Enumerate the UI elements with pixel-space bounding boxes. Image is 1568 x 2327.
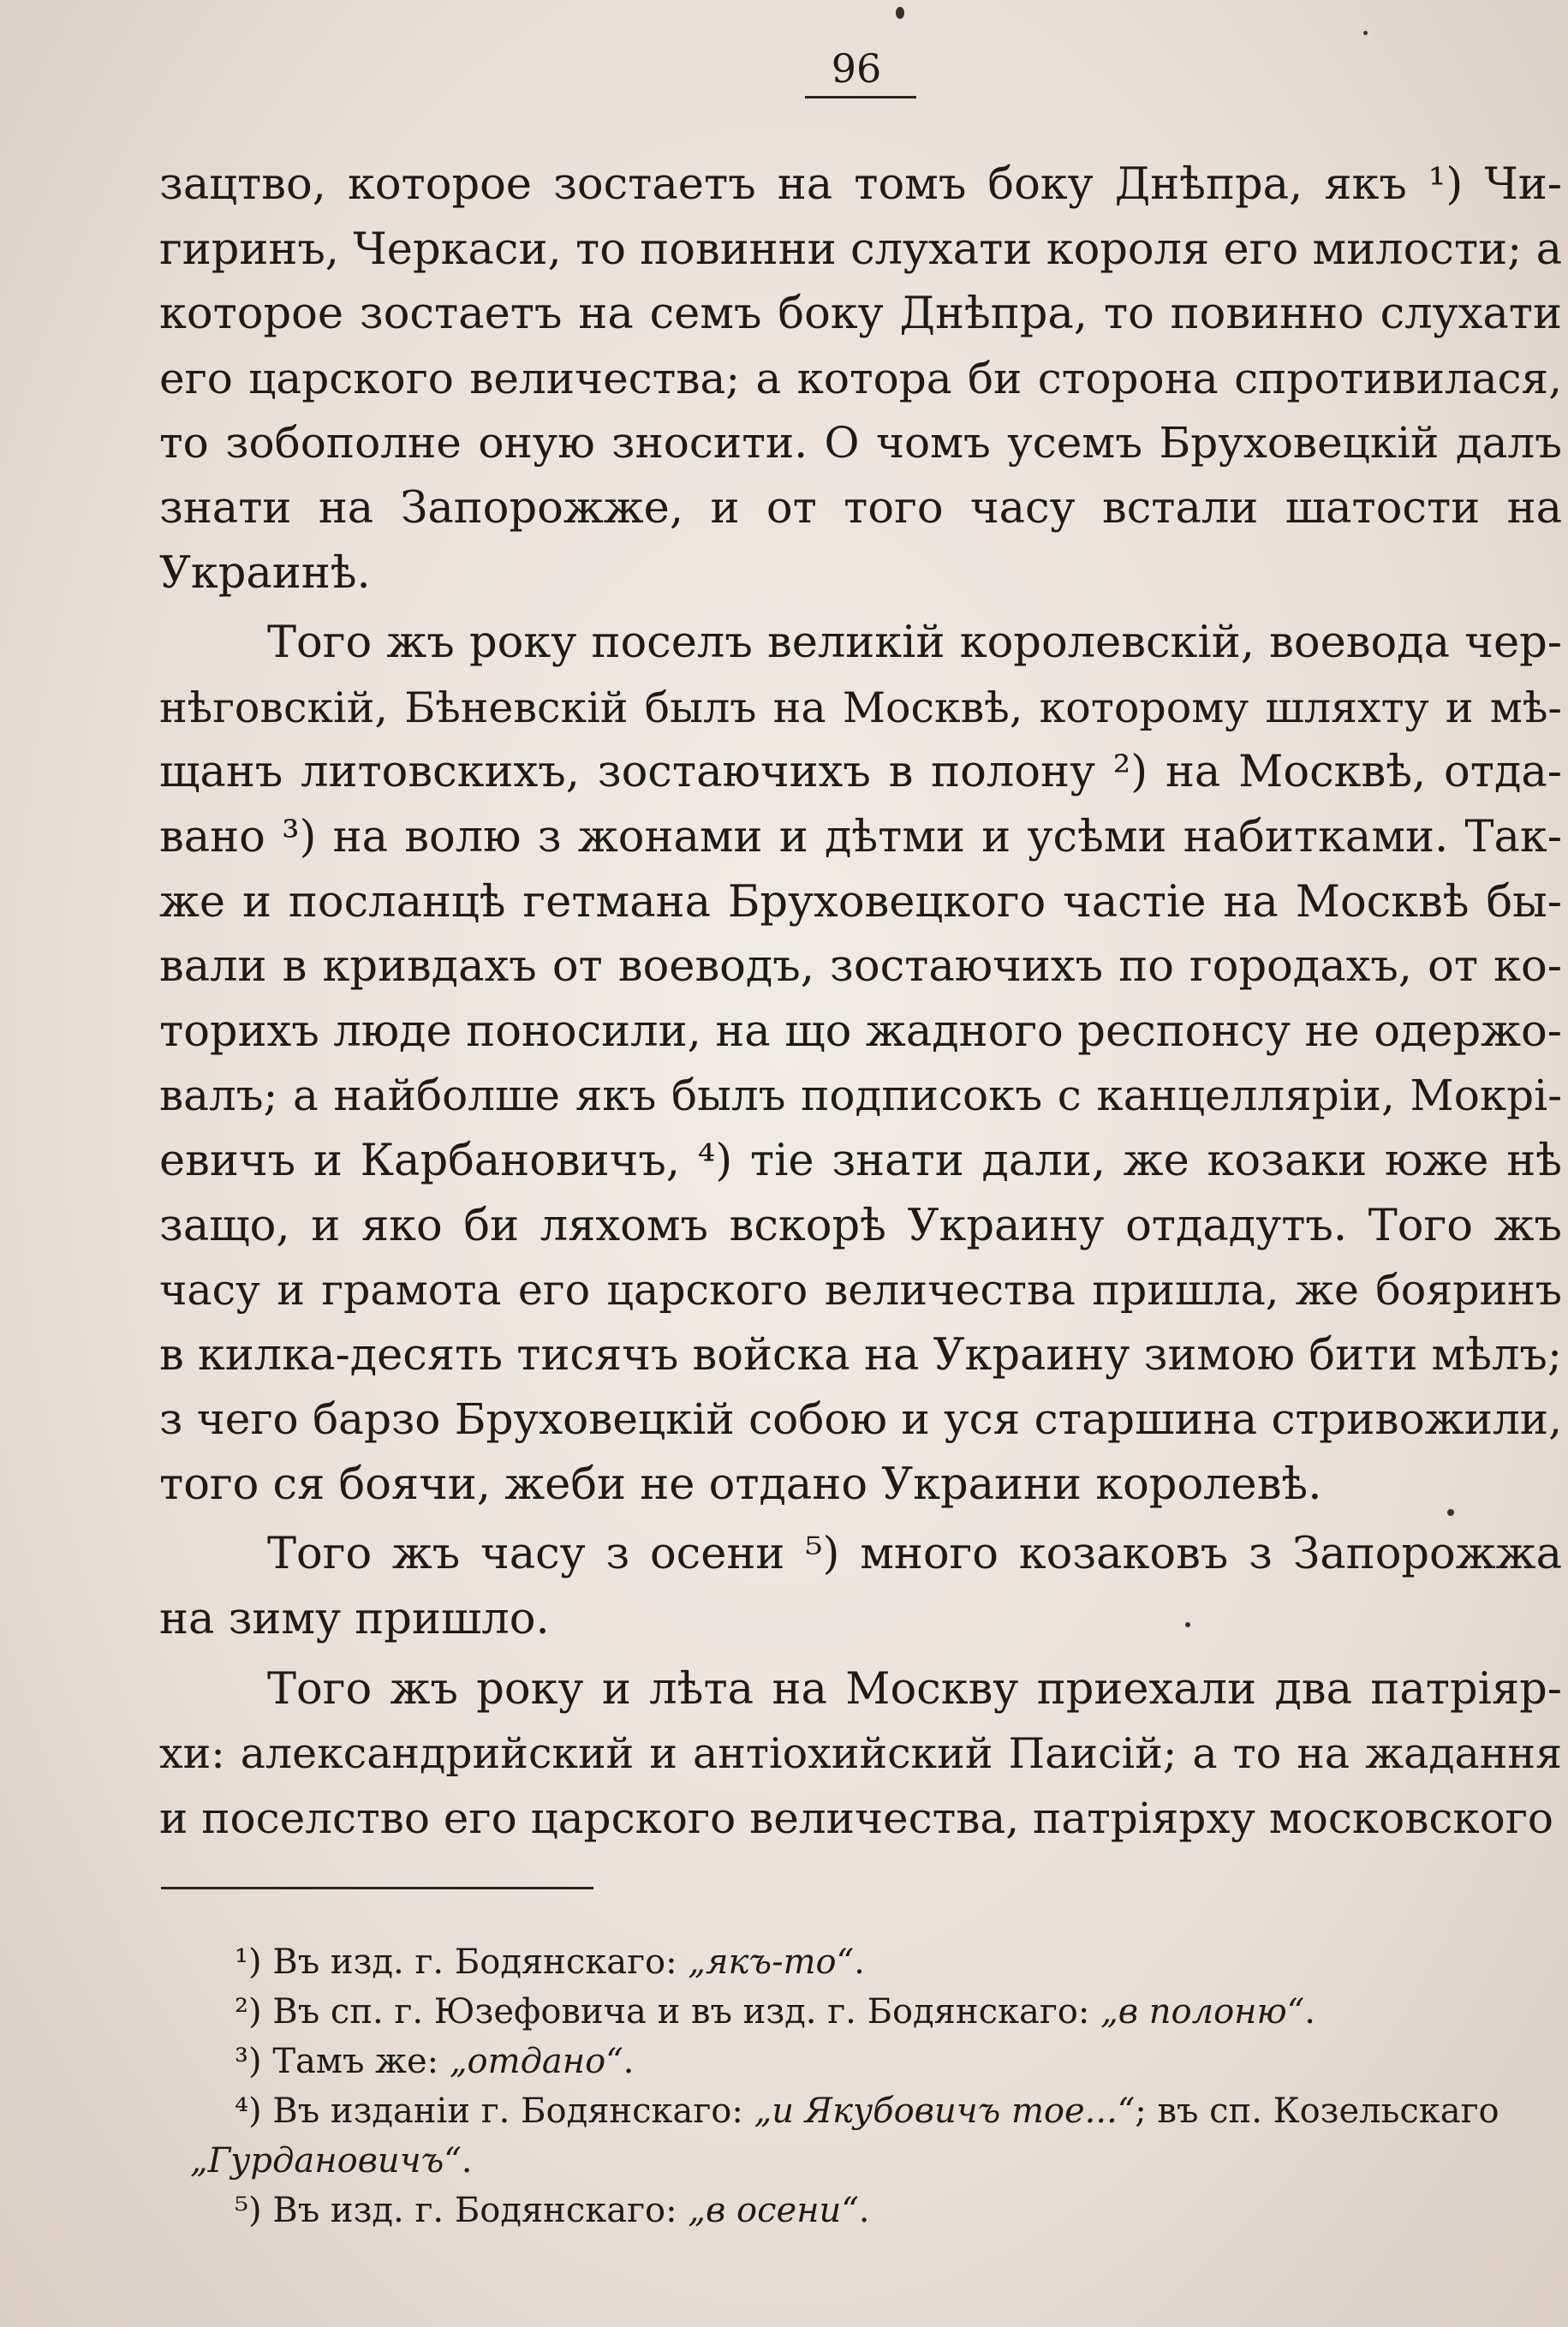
footnote-tail: . [623,2042,635,2081]
footnote-marker: ²) [235,1992,262,2032]
text-line: в килка-десять тисячъ войска на Украину зимою бити мѣлъ; [159,1329,1562,1381]
footnote-marker: ³) [235,2042,262,2081]
footnote-tail: . [461,2141,473,2181]
text-line: защо, и яко би ляхомъ вскорѣ Украину отдадутъ. Того жъ [159,1200,1562,1251]
text-line: щанъ литовскихъ, зостаючихъ в полону ²) на Москвѣ, отда- [159,747,1562,798]
text-line: валъ; а найболше якъ былъ подписокъ с канцелляріи, Мокрі- [159,1071,1562,1121]
footnote-text: Въ изданіи г. Бодянскаго: [272,2091,754,2131]
ink-spot [1363,31,1368,35]
footnote-marker: ⁴) [235,2091,262,2131]
text-line: евичъ и Карбановичъ, ⁴) тіе знати дали, же козаки юже нѣ [159,1135,1562,1186]
footnote-marker: ⁵) [235,2191,262,2230]
text-line: хи: александрийский и антіохийский Паисій; а то на жадання [159,1729,1562,1779]
footnote-rule [161,1887,593,1889]
footnote-tail: ; въ сп. Козельскаго [1135,2091,1499,2131]
text-line: и поселство его царского величества, патріярху московского [159,1793,1554,1843]
footnote-line [163,1937,1559,1987]
page-number: 96 [831,45,882,92]
text-line: нѣговскій, Бѣневскій былъ на Москвѣ, которому шляхту и мѣ- [159,683,1562,732]
footnote-line [163,2136,1559,2186]
footnote-text: Въ сп. г. Юзефовича и въ изд. г. Бодянскаго: [272,1992,1101,2032]
text-line: Того жъ року поселъ великій королевскій, воевода чер- [267,618,1562,669]
footnote-line [163,1987,1559,2037]
text-line: же и посланцѣ гетмана Бруховецкого частіе на Москвѣ бы- [159,876,1562,928]
text-line: Украинѣ. [159,547,371,599]
footnote-tail: . [858,2191,870,2230]
text-line: на зиму пришло. [159,1594,550,1645]
text-line: вали в кривдахъ от воеводъ, зостаючихъ по городахъ, от ко- [159,941,1562,993]
footnote-tail: . [854,1942,865,1982]
footnote-quote: „в полоню“ [1100,1992,1305,2032]
footnote-tail: . [1304,1992,1315,2032]
footnote-quote: „Гурдановичъ“ [190,2141,462,2181]
footnote-quote: „якъ-то“ [688,1942,855,1982]
footnotes [163,1937,1559,2235]
page-number-rule [805,96,916,98]
text-line: того ся боячи, жеби не отдано Украини королевѣ. [159,1459,1322,1510]
text-line: его царского величества; а котора би сторона спротивилася, [159,353,1562,403]
text-line: которое зостаетъ на семъ боку Днѣпра, то повинно слухати [159,289,1562,340]
footnote-quote: „отдано“ [449,2042,623,2081]
footnote-marker: ¹) [235,1942,262,1982]
text-line: зацтво, которое зостаетъ на томъ боку Днѣпра, якъ ¹) Чи- [159,159,1562,210]
text-line: Того жъ часу з осени ⁵) много козаковъ з Запорожжа [267,1529,1562,1580]
text-line: часу и грамота его царского величества пришла, же бояринъ [159,1266,1562,1316]
text-line: торихъ люде поносили, на що жадного респонсу не одержо- [159,1005,1562,1057]
footnote-quote: „в осени“ [688,2191,859,2230]
ink-spot [896,7,904,19]
footnote-text: Тамъ же: [272,2042,450,2081]
text-line: вано ³) на волю з жонами и дѣтми и усѣми набитками. Так- [159,811,1562,862]
footnote-quote: „и Якубовичъ тое...“ [754,2091,1136,2131]
text-line: то зобополне оную зносити. О чомъ усемъ Бруховецкій далъ [159,418,1562,468]
text-line: знати на Запорожже, и от того часу встали шатости на [159,482,1562,534]
body-text [159,152,1562,1851]
footnote-line [163,2086,1559,2136]
footnote-text: Въ изд. г. Бодянскаго: [272,1942,689,1982]
text-line: з чего барзо Бруховецкій собою и уся старшина стривожили, [159,1394,1562,1445]
footnote-line [163,2037,1559,2086]
footnote-text: Въ изд. г. Бодянскаго: [272,2191,689,2230]
text-line: Того жъ року и лѣта на Москву приехали два патріяр- [267,1663,1562,1715]
footnote-line [163,2186,1559,2235]
text-line: гиринъ, Черкаси, то повинни слухати короля его милости; а [159,224,1562,275]
